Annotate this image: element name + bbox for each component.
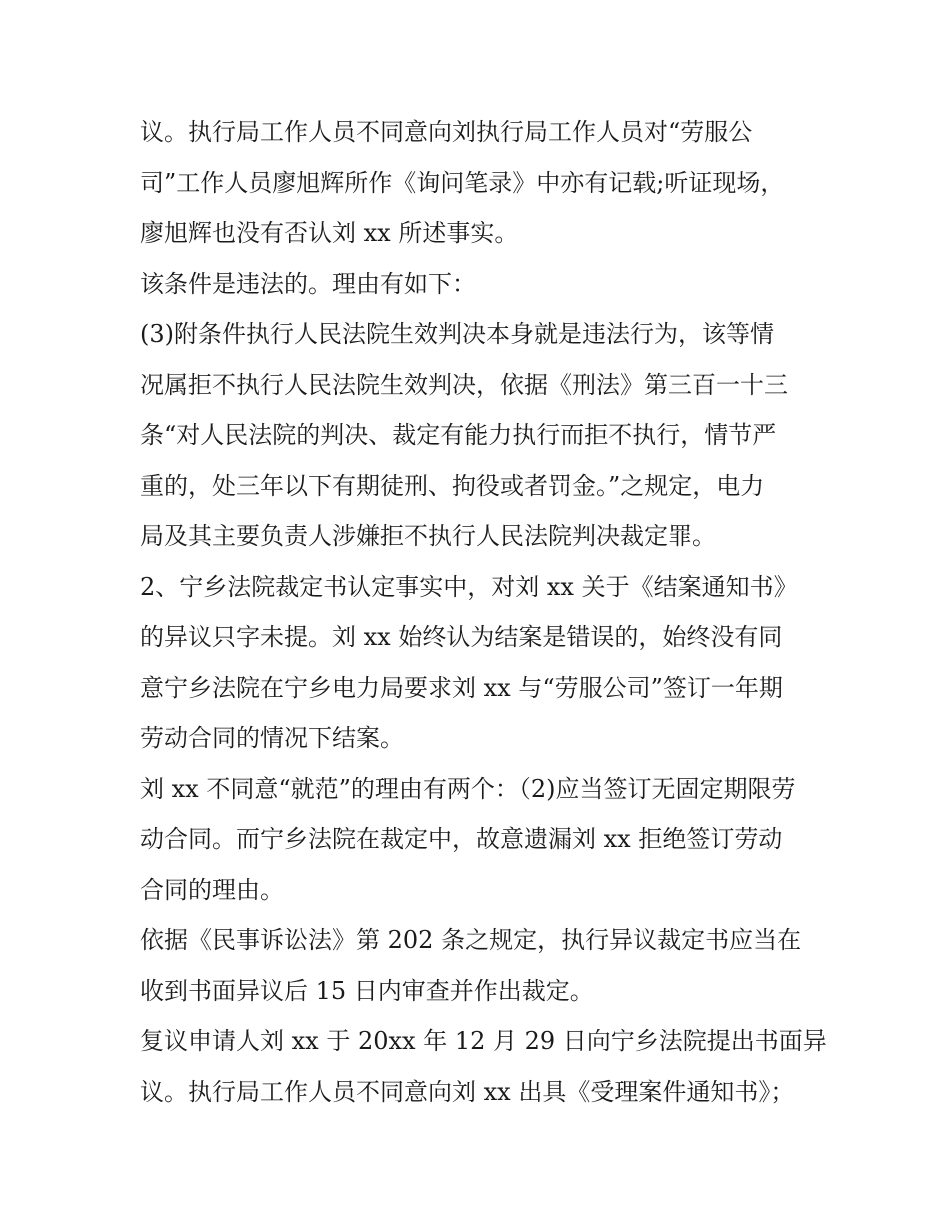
text-line: 议。执行局工作人员不同意向刘执行局工作人员对“劳服公 [140,118,753,146]
text-line: 2、宁乡法院裁定书认定事实中，对刘 xx 关于《结案通知书》 [140,572,798,601]
text-line: 刘 xx 不同意“就范”的理由有两个：（2)应当签订无固定期限劳 [140,774,796,803]
text-line: 司”工作人员廖旭辉所作《询问笔录》中亦有记载;听证现场， [140,168,785,197]
text-line: 况属拒不执行人民法院生效判决，依据《刑法》第三百一十三 [140,370,788,399]
text-line: 条“对人民法院的判决、裁定有能力执行而拒不执行，情节严 [140,421,777,449]
text-line: 劳动合同的情况下结案。 [140,724,404,752]
text-line: 动合同。而宁乡法院在裁定中，故意遗漏刘 xx 拒绝签订劳动 [140,825,783,853]
text-line: 议。执行局工作人员不同意向刘 xx 出具《受理案件通知书》； [140,1077,795,1106]
text-line: 局及其主要负责人涉嫌拒不执行人民法院判决裁定罪。 [140,522,716,550]
text-line: 该条件是违法的。理由有如下： [140,269,476,298]
text-line: 复议申请人刘 xx 于 20xx 年 12 月 29 日向宁乡法院提出书面异 [140,1027,827,1055]
text-line: 的异议只字未提。刘 xx 始终认为结案是错误的，始终没有同 [140,623,783,651]
text-line: 廖旭辉也没有否认刘 xx 所述事实。 [140,219,519,247]
text-line: 合同的理由。 [140,875,284,904]
text-line: 收到书面异议后 15 日内审查并作出裁定。 [140,976,594,1005]
text-line: 依据《民事诉讼法》第 202 条之规定，执行异议裁定书应当在 [140,926,802,954]
text-line: 意宁乡法院在宁乡电力局要求刘 xx 与“劳服公司”签订一年期 [140,673,783,702]
text-line: 重的，处三年以下有期徒刑、拘役或者罚金。”之规定，电力 [140,471,765,500]
text-line: (3)附条件执行人民法院生效判决本身就是违法行为，该等情 [140,320,774,348]
document-body [140,107,827,1117]
